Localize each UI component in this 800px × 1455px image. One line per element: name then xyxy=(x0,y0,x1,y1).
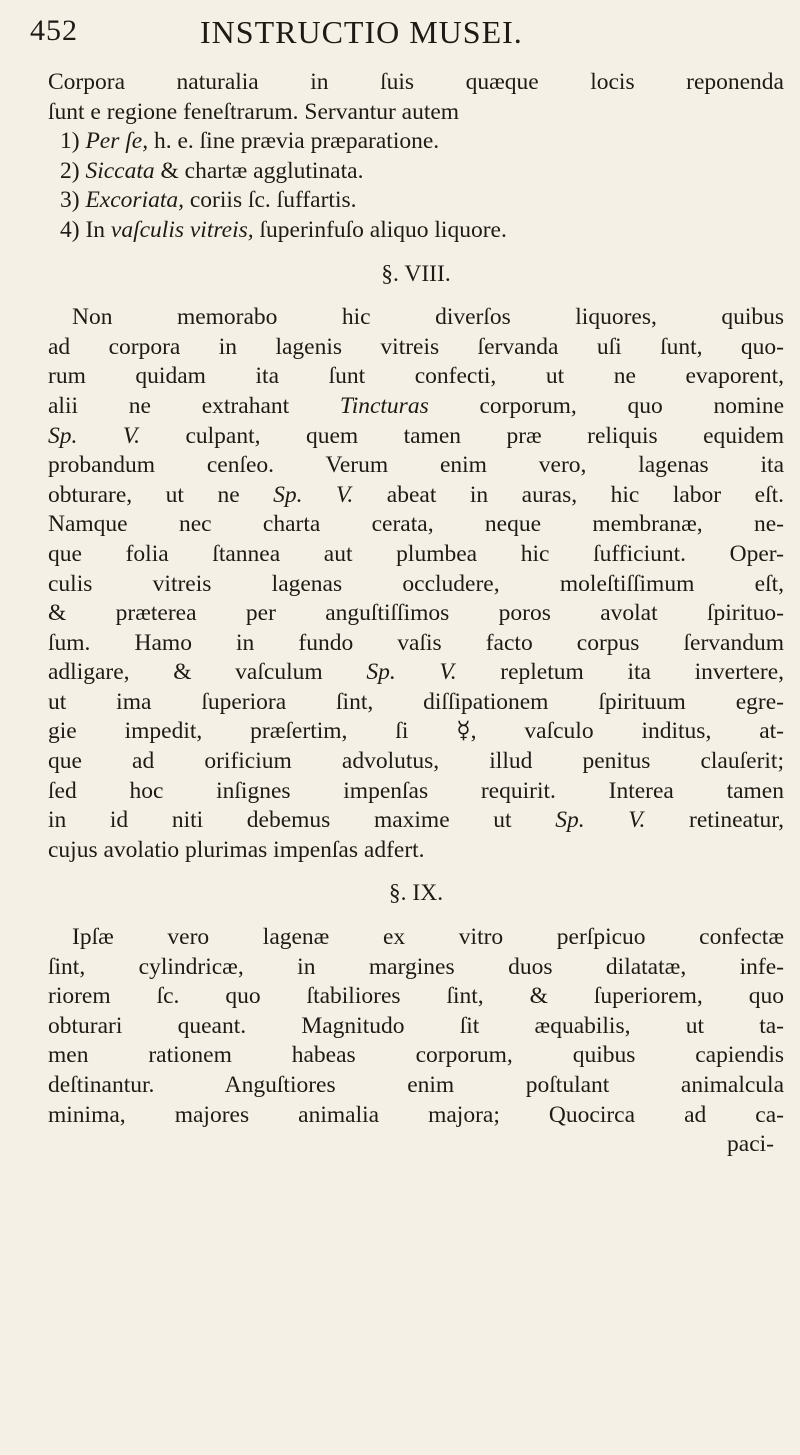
text-line: ut ima ſuperiora ſint, diſſipationem ſpirituum egre- xyxy=(48,688,784,715)
running-title: INSTRUCTIO MUSEI. xyxy=(200,14,523,50)
text-line: Namque nec charta cerata, neque membranæ, ne- xyxy=(48,511,784,538)
text-line: Corpora naturalia in ſuis quæque locis reponenda xyxy=(48,69,784,95)
page-header xyxy=(0,14,800,54)
text-line: adligare, & vaſculum Sp. V. repletum ita invertere, xyxy=(48,659,785,686)
text-line: que folia ſtannea aut plumbea hic ſufficiunt. Oper- xyxy=(48,540,784,567)
section-heading: §. IX. xyxy=(388,880,444,907)
page-body xyxy=(48,68,784,1160)
text-line: ſum. Hamo in fundo vaſis facto corpus ſervandum xyxy=(48,629,784,656)
list-item: 1) Per ſe, h. e. ſine prævia præparatione. xyxy=(60,128,440,155)
list-item-term: Per ſe, xyxy=(85,128,149,155)
text-line: Non memorabo hic diverſos liquores, quibus xyxy=(72,304,784,331)
text-line: Ipſæ vero lagenæ ex vitro perſpicuo confectæ xyxy=(72,924,784,951)
text-line: culis vitreis lagenas occludere, moleſtiſſimum eſt, xyxy=(48,570,784,597)
list-item-number: 2) xyxy=(60,157,86,184)
text-line: ſunt e regione feneſtrarum. Servantur autem xyxy=(48,98,460,125)
text-line: ſint, cylindricæ, in margines duos dilatatæ, infe- xyxy=(48,953,784,980)
text-line: probandum cenſeo. Verum enim vero, lagenas ita xyxy=(48,452,784,479)
text-line: ſed hoc inſignes impenſas requirit. Interea tamen xyxy=(48,777,784,804)
text-line: in id niti debemus maxime ut Sp. V. retineatur, xyxy=(48,807,784,834)
list-item-term: Excoriata, xyxy=(85,187,184,214)
text-line: gie impedit, præſertim, ſi ☿, vaſculo inditus, at- xyxy=(48,718,784,745)
text-line: que ad orificium advolutus, illud penitus clauſerit; xyxy=(48,748,784,775)
list-item-term: Siccata xyxy=(85,157,155,184)
text-line: & præterea per anguſtiſſimos poros avolat ſpirituo- xyxy=(48,600,784,627)
text-line: minima, majores animalia majora; Quocirca ad ca- xyxy=(48,1101,784,1128)
text-line: riorem ſc. quo ſtabiliores ſint, & ſuperiorem, quo xyxy=(48,983,784,1010)
list-item: 4) In vaſculis vitreis, ſuperinfuſo aliquo liquore. xyxy=(60,216,507,243)
list-item: 2) Siccata & chartæ agglutinata. xyxy=(60,157,364,184)
section-heading: §. VIII. xyxy=(381,260,451,287)
text-line: obturari queant. Magnitudo ſit æquabilis, ut ta- xyxy=(48,1012,784,1039)
catchword: paci- xyxy=(727,1131,774,1158)
page-number: 452 xyxy=(30,14,78,47)
text-line: obturare, ut ne Sp. V. abeat in auras, hic labor eſt. xyxy=(48,481,784,508)
text-line: men rationem habeas corporum, quibus capiendis xyxy=(48,1042,784,1069)
text-line: rum quidam ita ſunt confecti, ut ne evaporent, xyxy=(48,363,784,390)
text-line: alii ne extrahant Tincturas corporum, quo nomine xyxy=(48,392,784,419)
list-item: 3) Excoriata, coriis ſc. ſuffartis. xyxy=(60,187,357,214)
text-line: ad corpora in lagenis vitreis ſervanda uſi ſunt, quo- xyxy=(48,333,784,360)
list-item-number: 4) xyxy=(60,216,86,243)
preservation-list xyxy=(48,127,784,245)
text-line: deſtinantur. Anguſtiores enim poſtulant animalcula xyxy=(48,1072,784,1098)
text-line: cujus avolatio plurimas impenſas adfert. xyxy=(48,836,425,863)
list-item-number: 1) xyxy=(60,128,86,155)
text-line: Sp. V. culpant, quem tamen præ reliquis equidem xyxy=(48,422,784,449)
list-item-number: 3) xyxy=(60,187,86,214)
list-item-term: vaſculis vitreis, xyxy=(110,216,254,243)
